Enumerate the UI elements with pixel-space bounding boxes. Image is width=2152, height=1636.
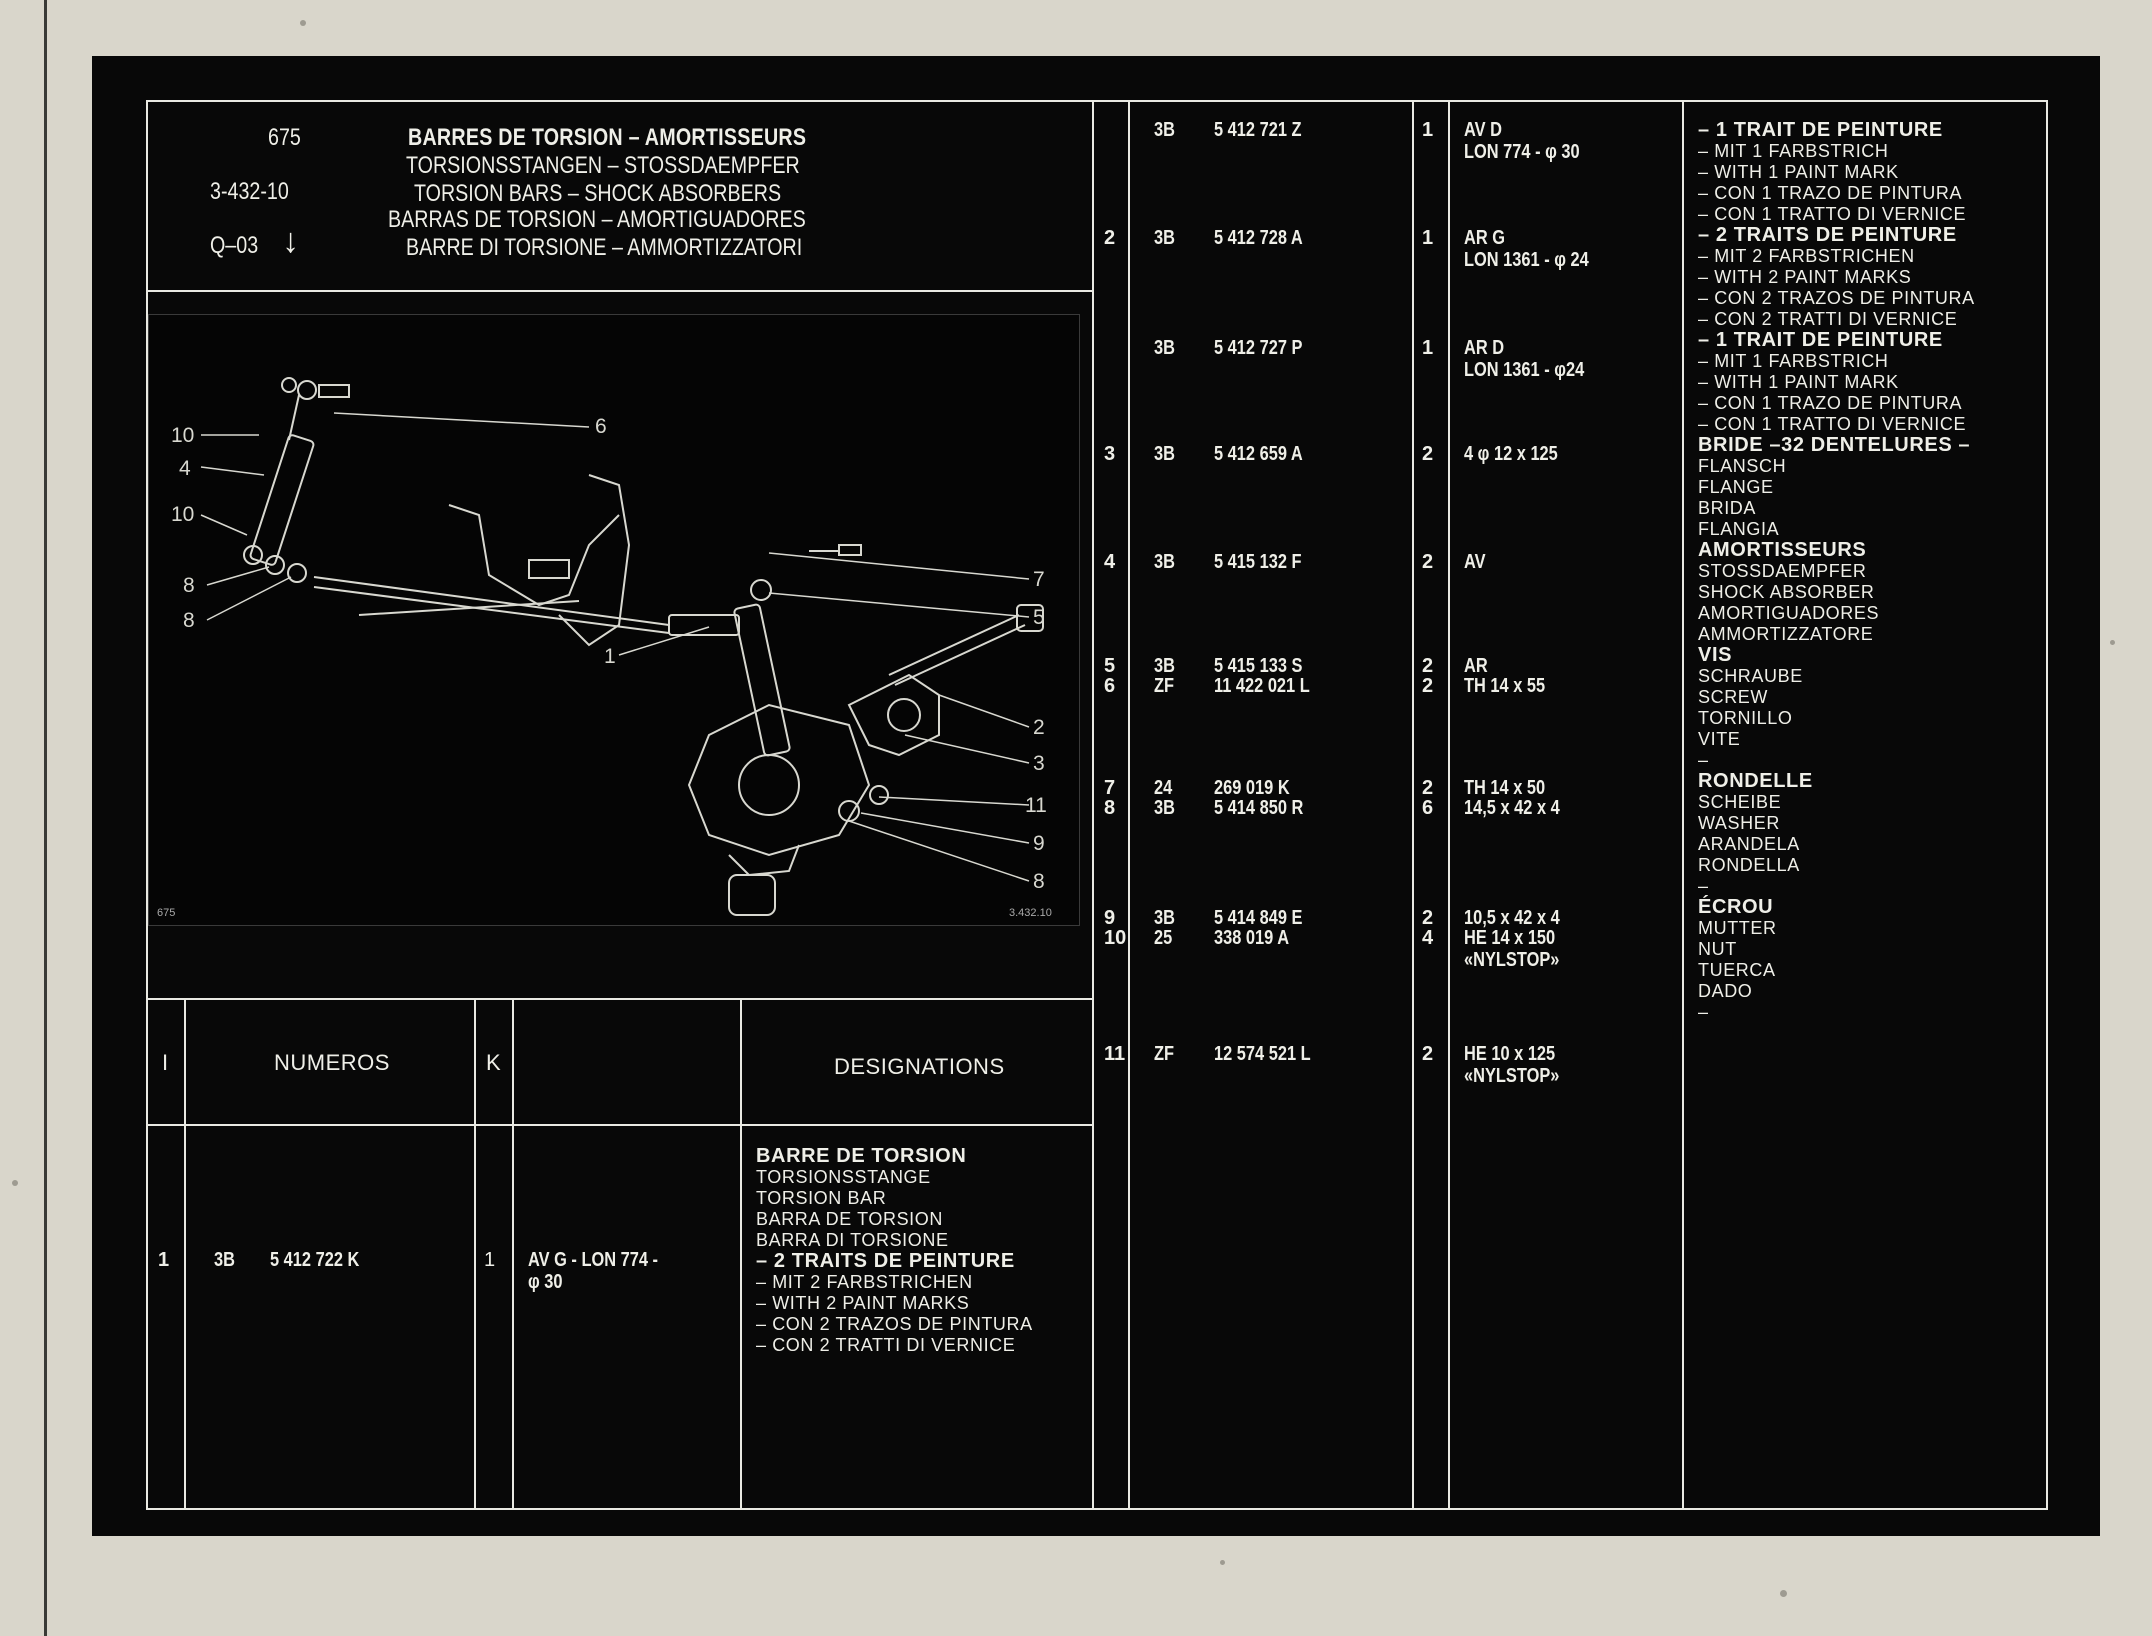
designation-line: SCHRAUBE	[1698, 666, 1803, 686]
right-row-group: 3B	[1154, 907, 1175, 929]
designation-line: SCREW	[1698, 687, 1768, 707]
right-row-spec: 10,5 x 42 x 4	[1464, 907, 1560, 929]
designation-line: – CON 1 TRATTO DI VERNICE	[1698, 204, 1967, 224]
right-row-index: 10	[1104, 927, 1127, 949]
designation-line: RONDELLE	[1698, 770, 1813, 792]
right-row-group: ZF	[1154, 1043, 1175, 1065]
left-panel-divider	[1092, 100, 1094, 1510]
callout-11: 11	[1025, 794, 1047, 817]
designation-line: TORNILLO	[1698, 708, 1793, 728]
right-row-spec: HE 10 x 125	[1464, 1043, 1556, 1065]
right-row-index: 6	[1104, 675, 1116, 697]
right-row-part: 5 412 727 P	[1214, 337, 1303, 359]
right-row-index: 5	[1104, 655, 1116, 677]
col-index-divider	[184, 998, 186, 1510]
plate-reference: 3-432-10	[210, 178, 289, 205]
col-qty-heading: K	[486, 1050, 502, 1075]
designation-line: BRIDE –32 DENTELURES –	[1698, 434, 1971, 456]
callout-8-front-a: 8	[183, 574, 195, 597]
callout-6: 6	[595, 415, 607, 438]
right-row-part: 269 019 K	[1214, 777, 1290, 799]
row-1-part-number: 5 412 722 K	[270, 1249, 360, 1271]
column-head-divider	[146, 1124, 1094, 1126]
callout-1: 1	[604, 645, 616, 668]
right-row-spec: LON 1361 - φ 24	[1464, 249, 1589, 271]
row-1-group: 3B	[214, 1249, 235, 1271]
right-row-index: 3	[1104, 443, 1116, 465]
designation-line: ÉCROU	[1698, 896, 1774, 918]
right-row-qty: 1	[1422, 337, 1434, 359]
callout-2: 2	[1033, 716, 1045, 739]
right-row-spec: AR	[1464, 655, 1488, 677]
callout-10-upper: 10	[171, 424, 195, 447]
right-row-group: 24	[1154, 777, 1173, 799]
right-row-qty: 4	[1422, 927, 1434, 949]
right-row-qty: 2	[1422, 777, 1434, 799]
designation-line: – MIT 1 FARBSTRICH	[1698, 141, 1889, 161]
designation-line: VITE	[1698, 729, 1741, 749]
right-row-qty: 2	[1422, 551, 1434, 573]
designation-line: – 1 TRAIT DE PEINTURE	[1698, 329, 1943, 351]
designation-line: – WITH 1 PAINT MARK	[1698, 372, 1899, 392]
right-row-qty: 2	[1422, 655, 1434, 677]
designation-line: SHOCK ABSORBER	[1698, 582, 1875, 602]
designation-line: – WITH 2 PAINT MARKS	[756, 1293, 970, 1313]
right-row-group: 3B	[1154, 797, 1175, 819]
right-row-part: 5 414 849 E	[1214, 907, 1303, 929]
right-row-part: 5 412 728 A	[1214, 227, 1303, 249]
designation-line: – 2 TRAITS DE PEINTURE	[1698, 224, 1957, 246]
exploded-view-figure	[148, 314, 1080, 926]
designation-line: FLANGIA	[1698, 519, 1780, 539]
designation-line: – CON 1 TRATTO DI VERNICE	[1698, 414, 1967, 434]
callout-4: 4	[179, 457, 191, 480]
right-col-numbers-divider	[1412, 100, 1414, 1510]
designation-line: WASHER	[1698, 813, 1780, 833]
right-row-part: 11 422 021 L	[1214, 675, 1310, 697]
designation-line: – CON 1 TRAZO DE PINTURA	[1698, 393, 1963, 413]
designation-line: MUTTER	[1698, 918, 1777, 938]
designation-line: AMORTIGUADORES	[1698, 603, 1880, 623]
right-row-spec: LON 1361 - φ24	[1464, 359, 1585, 381]
paper-speck	[1780, 1590, 1787, 1597]
paper-speck	[300, 20, 306, 26]
right-row-index: 8	[1104, 797, 1116, 819]
right-row-spec: «NYLSTOP»	[1464, 949, 1560, 971]
designation-line: FLANSCH	[1698, 456, 1787, 476]
designation-line: – CON 2 TRAZOS DE PINTURA	[1698, 288, 1975, 308]
right-row-part: 5 414 850 R	[1214, 797, 1304, 819]
designation-line: DADO	[1698, 981, 1753, 1001]
right-row-spec: 14,5 x 42 x 4	[1464, 797, 1560, 819]
designation-line: –	[1698, 750, 1709, 770]
designation-line: –	[1698, 876, 1709, 896]
right-designations	[1698, 120, 1975, 1023]
parts-plate	[92, 56, 2100, 1536]
paper-fold-line	[44, 0, 47, 1636]
right-row-qty: 2	[1422, 675, 1434, 697]
col-numbers-heading: NUMEROS	[274, 1050, 390, 1075]
right-col-spec-divider	[1682, 100, 1684, 1510]
row-1-qty: 1	[484, 1249, 496, 1271]
right-row-group: 3B	[1154, 443, 1175, 465]
exploded-view-drawing	[149, 315, 1079, 925]
right-row-group: 3B	[1154, 119, 1175, 141]
callout-8-front-b: 8	[183, 609, 195, 632]
title-de: TORSIONSSTANGEN – STOSSDAEMPFER	[406, 152, 800, 179]
right-row-qty: 2	[1422, 1043, 1434, 1065]
right-row-spec: TH 14 x 50	[1464, 777, 1546, 799]
designation-line: RONDELLA	[1698, 855, 1800, 875]
designation-line: – CON 1 TRAZO DE PINTURA	[1698, 183, 1963, 203]
designation-line: TUERCA	[1698, 960, 1776, 980]
designation-line: – MIT 1 FARBSTRICH	[1698, 351, 1889, 371]
right-row-qty: 1	[1422, 227, 1434, 249]
header-divider	[146, 290, 1094, 292]
right-row-spec: AV D	[1464, 119, 1502, 141]
right-row-spec: «NYLSTOP»	[1464, 1065, 1560, 1087]
designation-line: – MIT 2 FARBSTRICHEN	[756, 1272, 973, 1292]
col-numbers-divider	[474, 998, 476, 1510]
figure-corner-plate: 675	[157, 907, 176, 919]
right-row-group: 3B	[1154, 227, 1175, 249]
right-row-group: 3B	[1154, 337, 1175, 359]
right-row-qty: 2	[1422, 443, 1434, 465]
right-col-index-divider	[1128, 100, 1130, 1510]
designation-line: – 2 TRAITS DE PEINTURE	[756, 1250, 1015, 1272]
row-1-spec-line-1: AV G - LON 774 -	[528, 1249, 659, 1271]
right-row-spec: AV	[1464, 551, 1486, 573]
designation-line: – CON 2 TRATTI DI VERNICE	[1698, 309, 1958, 329]
designation-line: BARRA DI TORSIONE	[756, 1230, 949, 1250]
right-row-qty: 1	[1422, 119, 1434, 141]
designation-line: AMMORTIZZATORE	[1698, 624, 1874, 644]
callout-8-rear: 8	[1033, 870, 1045, 893]
designation-line: VIS	[1698, 644, 1733, 666]
right-row-spec: TH 14 x 55	[1464, 675, 1546, 697]
right-row-spec: HE 14 x 150	[1464, 927, 1556, 949]
right-row-group: 3B	[1154, 551, 1175, 573]
title-en: TORSION BARS – SHOCK ABSORBERS	[414, 180, 782, 207]
designation-line: SCHEIBE	[1698, 792, 1782, 812]
right-row-qty: 6	[1422, 797, 1434, 819]
col-spec-divider	[740, 998, 742, 1510]
callout-10-lower: 10	[171, 503, 195, 526]
row-1-spec-line-2: φ 30	[528, 1271, 563, 1293]
right-row-index: 4	[1104, 551, 1116, 573]
right-row-qty: 2	[1422, 907, 1434, 929]
col-qty-divider	[512, 998, 514, 1510]
designation-line: TORSION BAR	[756, 1188, 887, 1208]
figure-divider	[146, 998, 1094, 1000]
right-row-part: 5 415 133 S	[1214, 655, 1303, 677]
designation-line: – MIT 2 FARBSTRICHEN	[1698, 246, 1915, 266]
right-row-index: 9	[1104, 907, 1116, 929]
col-designations-heading: DESIGNATIONS	[834, 1054, 1005, 1079]
plate-number: 675	[268, 124, 301, 151]
callout-7: 7	[1033, 568, 1045, 591]
row-1-designation	[756, 1146, 1033, 1356]
title-es: BARRAS DE TORSION – AMORTIGUADORES	[388, 206, 806, 233]
right-row-spec: AR D	[1464, 337, 1505, 359]
right-row-spec: LON 774 - φ 30	[1464, 141, 1580, 163]
right-row-part: 5 412 721 Z	[1214, 119, 1302, 141]
callout-3: 3	[1033, 752, 1045, 775]
row-1-index: 1	[158, 1249, 170, 1271]
callout-5: 5	[1033, 606, 1045, 629]
designation-line: AMORTISSEURS	[1698, 539, 1867, 561]
right-row-index: 11	[1104, 1043, 1126, 1065]
designation-line: FLANGE	[1698, 477, 1774, 497]
designation-line: – CON 2 TRAZOS DE PINTURA	[756, 1314, 1033, 1334]
title-fr: BARRES DE TORSION – AMORTISSEURS	[408, 124, 807, 151]
designation-line: BARRE DE TORSION	[756, 1145, 967, 1167]
right-row-spec: AR G	[1464, 227, 1505, 249]
paper-speck	[12, 1180, 18, 1186]
validity-arrow-icon: ↓	[282, 222, 299, 260]
designation-line: – CON 2 TRATTI DI VERNICE	[756, 1335, 1016, 1355]
figure-corner-reference: 3.432.10	[1009, 907, 1052, 919]
right-row-group: ZF	[1154, 675, 1175, 697]
designation-line: –	[1698, 1002, 1709, 1022]
right-row-part: 338 019 A	[1214, 927, 1290, 949]
title-it: BARRE DI TORSIONE – AMMORTIZZATORI	[406, 234, 803, 261]
plate-validity: Q–03	[210, 232, 259, 259]
designation-line: TORSIONSSTANGE	[756, 1167, 931, 1187]
paper-speck	[2110, 640, 2115, 645]
designation-line: BARRA DE TORSION	[756, 1209, 943, 1229]
right-row-group: 3B	[1154, 655, 1175, 677]
designation-line: NUT	[1698, 939, 1737, 959]
designation-line: – 1 TRAIT DE PEINTURE	[1698, 119, 1943, 141]
right-row-part: 12 574 521 L	[1214, 1043, 1311, 1065]
right-row-index: 2	[1104, 227, 1116, 249]
right-row-part: 5 412 659 A	[1214, 443, 1303, 465]
designation-line: ARANDELA	[1698, 834, 1800, 854]
right-row-index: 7	[1104, 777, 1116, 799]
right-row-spec: 4 φ 12 x 125	[1464, 443, 1558, 465]
designation-line: BRIDA	[1698, 498, 1757, 518]
callout-9: 9	[1033, 832, 1045, 855]
right-col-qty-divider	[1448, 100, 1450, 1510]
right-row-group: 25	[1154, 927, 1173, 949]
designation-line: – WITH 2 PAINT MARKS	[1698, 267, 1912, 287]
designation-line: STOSSDAEMPFER	[1698, 561, 1867, 581]
right-row-part: 5 415 132 F	[1214, 551, 1302, 573]
col-index-heading: I	[162, 1050, 169, 1075]
designation-line: – WITH 1 PAINT MARK	[1698, 162, 1899, 182]
paper-speck	[1220, 1560, 1225, 1565]
